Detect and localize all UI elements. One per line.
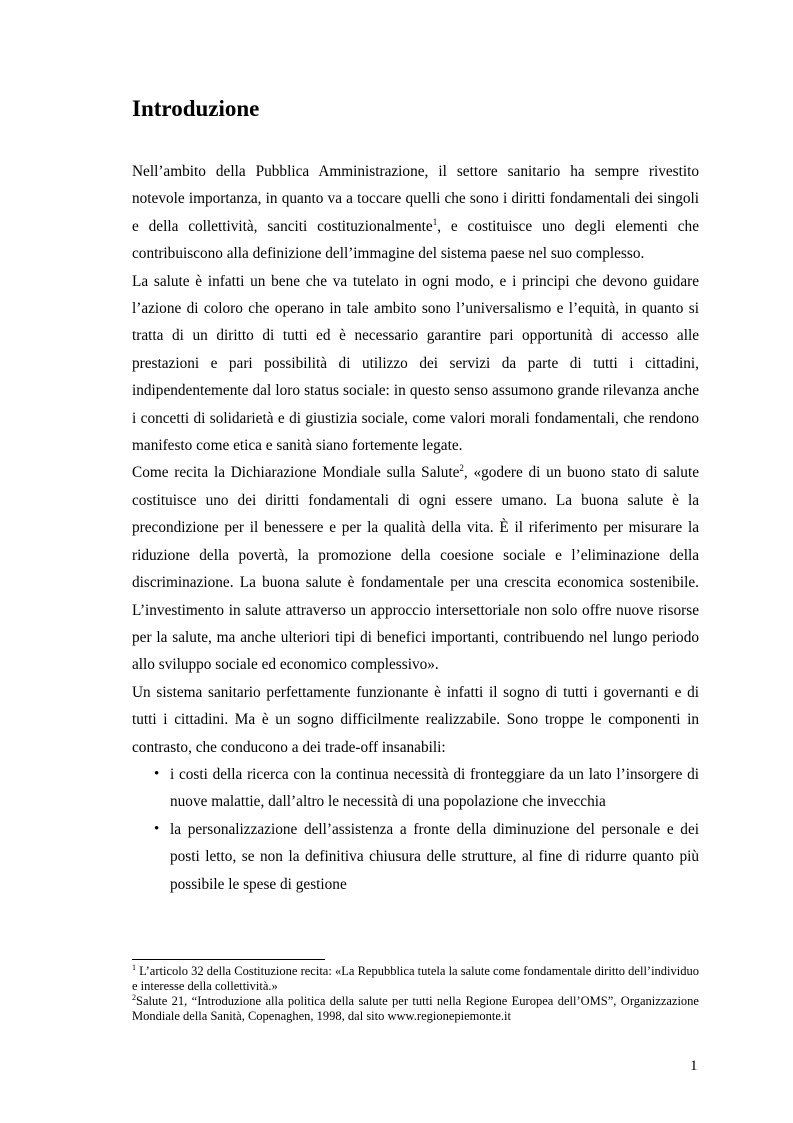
bullet-icon: • bbox=[154, 765, 160, 782]
footnote-1-text: L’articolo 32 della Costituzione recita: «La Repubblica tutela la salute come fondamentale diritto dell’individuo e interesse della collettività.» bbox=[132, 964, 699, 993]
footnote-2-text: Salute 21, “Introduzione alla politica della salute per tutti nella Regione Europea dell’OMS”, Organizzazione Mondiale della Sanità, Copenaghen, 1998, dal sito www.regionepiemonte.it bbox=[132, 994, 699, 1023]
list-item bbox=[132, 816, 699, 898]
footnotes bbox=[132, 964, 699, 1024]
list-item bbox=[132, 761, 699, 816]
footnote-ref-1[interactable]: 1 bbox=[432, 216, 438, 227]
body-text bbox=[132, 158, 699, 898]
list-item-text: la personalizzazione dell’assistenza a fronte della diminuzione del personale e dei posti letto, se non la definitiva chiusura delle strutture, al fine di ridurre quanto più possibile le spese di gestione bbox=[170, 820, 699, 893]
paragraph-1-text-end: , e costituisce uno degli elementi che contribuiscono alla definizione dell’immagine del sistema paese nel suo complesso. bbox=[132, 217, 699, 263]
paragraph-1-text: Nell’ambito della Pubblica Amministrazione, il settore sanitario ha sempre rivestito notevole importanza, in quanto va a toccare quelli che sono i diritti fondamentali dei singoli e della collettività, sanciti costituzionalmente bbox=[132, 163, 699, 235]
paragraph-3 bbox=[132, 459, 699, 678]
footnote-mark-1: 1 bbox=[132, 962, 136, 972]
footnote-ref-2[interactable]: 2 bbox=[459, 463, 464, 474]
bullet-icon: • bbox=[154, 820, 160, 837]
paragraph-4: Un sistema sanitario perfettamente funzionante è infatti il sogno di tutti i governanti e di tutti i cittadini. Ma è un sogno difficilmente realizzabile. Sono troppe le componenti in contrasto, che conducono a dei trade-off insanabili: bbox=[132, 683, 699, 756]
footnote-2 bbox=[132, 994, 699, 1024]
paragraph-3-text-end: , «godere di un buono stato di salute costituisce uno dei diritti fondamentali di ogni essere umano. La buona salute è la precondizione per il benessere e per la qualità della vita. È il riferimento per misurare la riduzione della povertà, la promozione della coesione sociale e l’eliminazione della discriminazione. La buona salute è fondamentale per una crescita economica sostenibile. L’investimento in salute attraverso un approccio intersettoriale non solo offre nuove risorse per la salute, ma anche ulteriori tipi di benefici importanti, contribuendo nel lungo periodo allo sviluppo sociale ed economico complessivo». bbox=[132, 464, 699, 674]
paragraph-3-text: Come recita la Dichiarazione Mondiale sulla Salute bbox=[132, 464, 460, 482]
paragraph-2: La salute è infatti un bene che va tutelato in ogni modo, e i principi che devono guidare l’azione di coloro che operano in tale ambito sono l’universalismo e l’equità, in quanto si tratta di un diritto di tutti ed è necessario garantire pari opportunità di accesso alle prestazioni e pari possibilità di utilizzo dei servizi da parte di tutti i cittadini, indipendentemente dal loro status sociale: in questo senso assumono grande rilevanza anche i concetti di solidarietà e di giustizia sociale, come valori morali fondamentali, che rendono manifesto come etica e sanità siano fortemente legate. bbox=[132, 272, 699, 455]
page-title: Introduzione bbox=[132, 96, 260, 121]
footnote-mark-2: 2 bbox=[132, 992, 136, 1002]
bullet-list bbox=[132, 761, 699, 898]
footnote-separator bbox=[132, 959, 325, 960]
list-item-text: i costi della ricerca con la continua necessità di fronteggiare da un lato l’insorgere di nuove malattie, dall’altro le necessità di una popolazione che invecchia bbox=[170, 765, 699, 811]
footnote-1 bbox=[132, 964, 699, 994]
page-number: 1 bbox=[690, 1058, 698, 1074]
paragraph-1 bbox=[132, 158, 699, 268]
